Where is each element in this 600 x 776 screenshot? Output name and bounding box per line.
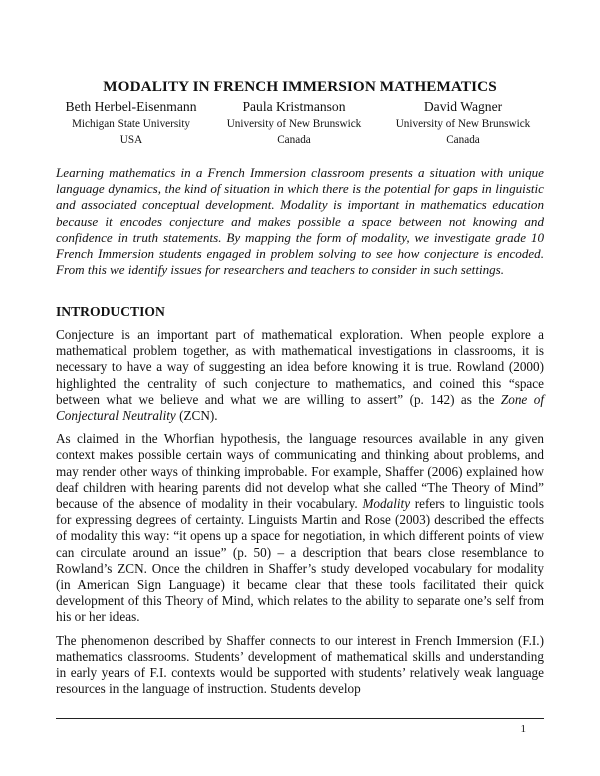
- paper-title: MODALITY IN FRENCH IMMERSION MATHEMATICS: [103, 78, 497, 95]
- section-heading-introduction: INTRODUCTION: [56, 304, 165, 319]
- paragraph-1: [56, 327, 544, 424]
- paragraph-text: As claimed in the Whorfian hypothesis, the language resources available in any given context makes possible certain ways of communicating and thinking about problems, and may render other ways of thinking improbable. For example, Shaffer (2006) explained how deaf children with hearing parents did not develop what she called “The Theory of Mind” because of the absence of modality in their vocabulary.: [56, 431, 544, 512]
- term-zcn: Zone of Conjectural Neutrality: [56, 391, 544, 424]
- page-number: 1: [520, 723, 526, 735]
- author-block: [56, 98, 544, 148]
- author-affiliation: University of New Brunswick: [226, 118, 362, 130]
- paragraph-3: The phenomenon described by Shaffer connects to our interest in French Immersion (F.I.) mathematics classrooms. Students’ development of mathematical skills and understanding in early years of F.I. contexts would be supported with students’ relatively weak language resources in the language of instruction. Students develop: [56, 632, 544, 697]
- footer-divider: [56, 718, 544, 719]
- paragraph-text: refers to linguistic tools for expressing degrees of certainty. Linguists Martin and Rose (2003) described the effects of modality this way: “it opens up a space for negotiation, in which different points of view can circulate around an issue” (p. 50) – a description that bears close resemblance to Rowland’s ZCN. Once the children in Shaffer’s study developed vocabulary for modality (in American Sign Language) it became clear that these tools facilitated their quick development of this Theory of Mind, which relates to the ability to separate one’s self from his or her ideas.: [56, 496, 544, 625]
- abstract: Learning mathematics in a French Immersion classroom presents a situation with unique language dynamics, the kind of situation in which there is the potential for gaps in linguistic and associated conceptual development. Modality is important in mathematics education because it encodes conjecture and makes possible a space between not knowing and confidence in truth statements. By mapping the form of modality, we investigate grade 10 French Immersion students engaged in problem solving to see how conjecture is encoded. From this we identify issues for researchers and teachers to consider in such settings.: [56, 165, 544, 278]
- author-location: Canada: [446, 134, 480, 146]
- author-name: Paula Kristmanson: [242, 99, 346, 114]
- author-affiliation: Michigan State University: [71, 118, 191, 130]
- author-1: [56, 98, 206, 148]
- paragraph-2: [56, 431, 544, 625]
- author-2: [206, 98, 382, 148]
- author-name: David Wagner: [423, 99, 503, 114]
- author-name: Beth Herbel-Eisenmann: [65, 99, 197, 114]
- paragraph-text: (ZCN).: [175, 408, 218, 424]
- paper-page: [56, 0, 544, 776]
- author-affiliation: University of New Brunswick: [395, 118, 531, 130]
- body-text: [56, 327, 544, 704]
- paragraph-text: Conjecture is an important part of mathematical exploration. When people explore a mathematical problem together, as with mathematical investigations in classrooms, it is necessary to have a way of suggesting an idea before knowing it is true. Rowland (2000) highlighted the centrality of such conjecture to mathematics, and coined this “space between what we believe and what we are willing to assert” (p. 142) as the: [56, 327, 544, 407]
- author-location: USA: [119, 134, 143, 146]
- term-modality: Modality: [362, 496, 411, 512]
- author-3: [382, 98, 544, 148]
- author-location: Canada: [277, 134, 311, 146]
